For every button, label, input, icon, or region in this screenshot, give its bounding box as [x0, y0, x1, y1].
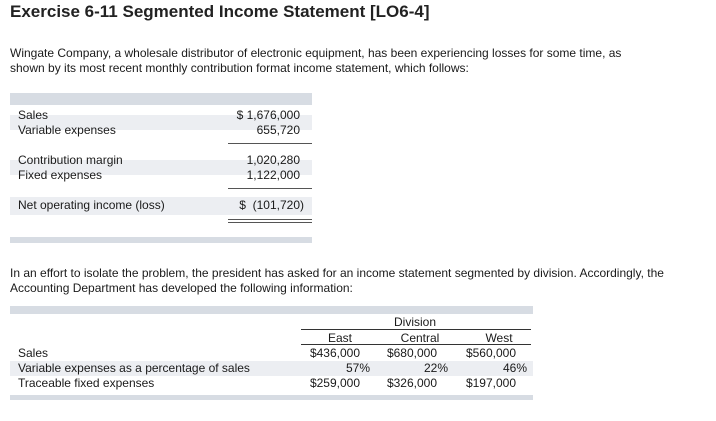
- net-operating-income-value: $ (101,720): [239, 198, 304, 212]
- table-footer-band: [10, 395, 533, 400]
- fixed-expenses-label: Fixed expenses: [18, 168, 103, 182]
- west-fixed: $197,000: [465, 376, 516, 390]
- column-header-central: Central: [400, 331, 440, 345]
- contribution-margin-label: Contribution margin: [18, 153, 123, 167]
- variable-expenses-label: Variable expenses: [18, 123, 116, 137]
- double-rule-top: [228, 219, 312, 220]
- segment-data-table: [10, 306, 533, 401]
- contribution-margin-value: 1,020,280: [246, 153, 300, 167]
- central-sales: $680,000: [386, 346, 437, 360]
- net-operating-income-label: Net operating income (loss): [18, 198, 165, 212]
- page-title: Exercise 6-11 Segmented Income Statement [LO6-4]: [10, 2, 430, 21]
- central-fixed: $326,000: [386, 376, 437, 390]
- traceable-fixed-expenses-label: Traceable fixed expenses: [18, 376, 155, 390]
- east-fixed: $259,000: [309, 376, 360, 390]
- column-header-east: East: [327, 331, 352, 345]
- variable-expenses-value: 655,720: [256, 123, 300, 137]
- west-sales: $560,000: [465, 346, 516, 360]
- table-header-band: [10, 93, 312, 105]
- income-statement-table: [10, 93, 312, 243]
- segment-sales-label: Sales: [18, 346, 49, 360]
- table-footer-band: [10, 237, 312, 243]
- west-variable-pct: 46%: [502, 361, 527, 375]
- subtotal-rule: [228, 143, 312, 144]
- header-rule: [301, 344, 531, 345]
- fixed-expenses-value: 1,122,000: [246, 168, 300, 182]
- east-sales: $436,000: [309, 346, 360, 360]
- division-header: Division: [393, 315, 436, 329]
- segment-intro-paragraph: In an effort to isolate the problem, the president has asked for an income statement segmented by division. Accordingly, the Accounting Department has developed the following information:: [10, 266, 664, 295]
- sales-value: $ 1,676,000: [236, 108, 300, 122]
- subtotal-rule: [228, 188, 312, 189]
- double-rule-bottom: [228, 222, 312, 223]
- table-header-band: [10, 306, 533, 314]
- east-variable-pct: 57%: [345, 361, 370, 375]
- variable-expense-pct-label: Variable expenses as a percentage of sales: [18, 361, 250, 375]
- intro-paragraph: Wingate Company, a wholesale distributor of electronic equipment, has been experiencing losses for some time, as shown by its most recent monthly contribution format income statement, which follows:: [10, 46, 622, 75]
- sales-label: Sales: [18, 108, 49, 122]
- central-variable-pct: 22%: [423, 361, 448, 375]
- column-header-west: West: [485, 331, 513, 345]
- division-rule: [301, 329, 531, 330]
